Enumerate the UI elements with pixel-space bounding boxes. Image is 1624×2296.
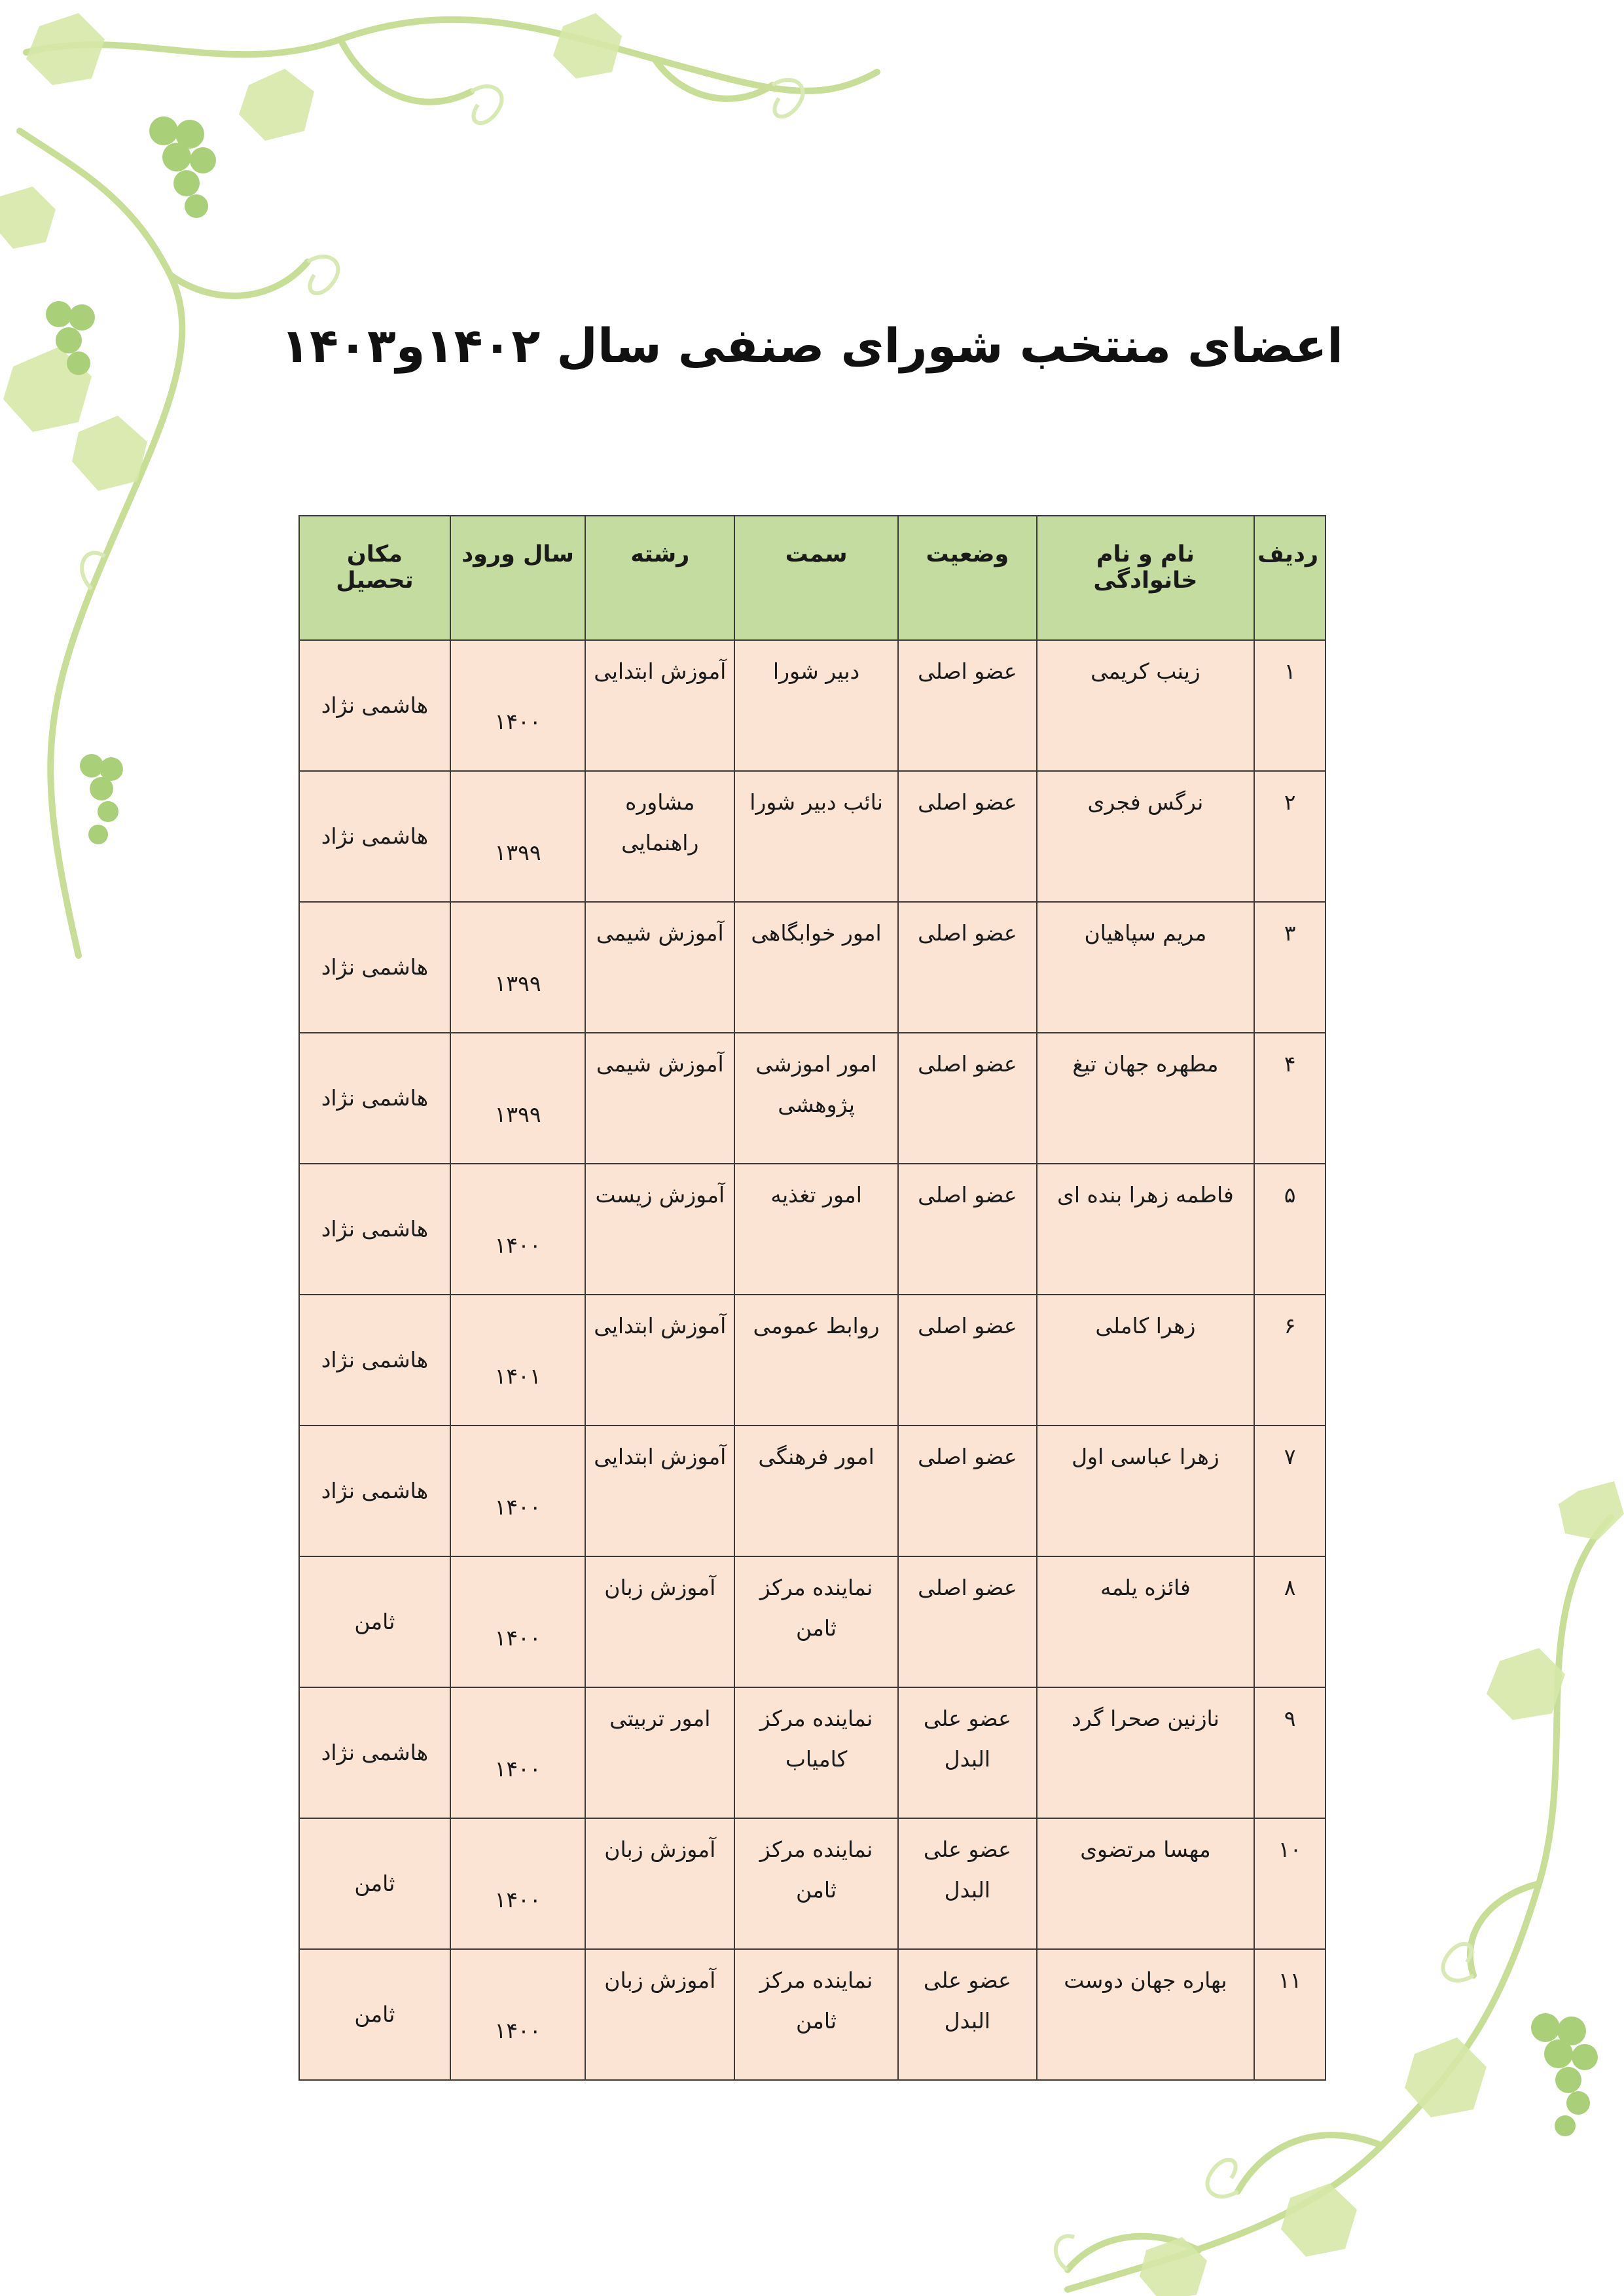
cell-name: مهسا مرتضوی xyxy=(1037,1818,1255,1949)
cell-name: زهرا کاملی xyxy=(1037,1295,1255,1426)
cell-status: عضو اصلی xyxy=(898,1556,1037,1687)
cell-status: عضو اصلی xyxy=(898,640,1037,771)
cell-field: آموزش ابتدایی xyxy=(585,1295,734,1426)
header-name: نام و نام خانوادگی xyxy=(1037,516,1255,640)
cell-place: ثامن xyxy=(299,1556,450,1687)
cell-status: عضو اصلی xyxy=(898,771,1037,902)
table-row xyxy=(299,1818,1326,1949)
cell-idx: ۹ xyxy=(1254,1687,1326,1818)
cell-year: ۱۳۹۹ xyxy=(450,1033,586,1164)
table-row xyxy=(299,1687,1326,1818)
cell-name: مطهره جهان تیغ xyxy=(1037,1033,1255,1164)
cell-place: هاشمی نژاد xyxy=(299,640,450,771)
cell-place: ثامن xyxy=(299,1949,450,2080)
header-role: سمت xyxy=(734,516,898,640)
cell-year: ۱۴۰۰ xyxy=(450,640,586,771)
cell-idx: ۶ xyxy=(1254,1295,1326,1426)
header-status: وضعیت xyxy=(898,516,1037,640)
header-idx: ردیف xyxy=(1254,516,1326,640)
cell-year: ۱۳۹۹ xyxy=(450,902,586,1033)
cell-field: آموزش زبان xyxy=(585,1818,734,1949)
cell-role: امور تغذیه xyxy=(734,1164,898,1295)
cell-idx: ۵ xyxy=(1254,1164,1326,1295)
cell-field: آموزش زبان xyxy=(585,1949,734,2080)
cell-place: هاشمی نژاد xyxy=(299,1164,450,1295)
cell-name: نرگس فجری xyxy=(1037,771,1255,902)
cell-idx: ۱۱ xyxy=(1254,1949,1326,2080)
table-row xyxy=(299,1426,1326,1556)
cell-role: دبیر شورا xyxy=(734,640,898,771)
cell-role: امور اموزشی پژوهشی xyxy=(734,1033,898,1164)
cell-role: نائب دبیر شورا xyxy=(734,771,898,902)
cell-field: آموزش شیمی xyxy=(585,902,734,1033)
cell-role: امور خوابگاهی xyxy=(734,902,898,1033)
cell-status: عضو اصلی xyxy=(898,1164,1037,1295)
cell-role: نماینده مرکز کامیاب xyxy=(734,1687,898,1818)
cell-status: عضو علی البدل xyxy=(898,1949,1037,2080)
cell-place: هاشمی نژاد xyxy=(299,1687,450,1818)
cell-role: امور فرهنگی xyxy=(734,1426,898,1556)
table-header-row xyxy=(299,516,1326,640)
cell-place: ثامن xyxy=(299,1818,450,1949)
cell-status: عضو علی البدل xyxy=(898,1687,1037,1818)
cell-idx: ۳ xyxy=(1254,902,1326,1033)
cell-name: فاطمه زهرا بنده ای xyxy=(1037,1164,1255,1295)
header-field: رشته xyxy=(585,516,734,640)
cell-year: ۱۴۰۰ xyxy=(450,1164,586,1295)
table-row xyxy=(299,640,1326,771)
cell-field: آموزش ابتدایی xyxy=(585,640,734,771)
cell-idx: ۷ xyxy=(1254,1426,1326,1556)
cell-idx: ۱ xyxy=(1254,640,1326,771)
cell-idx: ۲ xyxy=(1254,771,1326,902)
header-year: سال ورود xyxy=(450,516,586,640)
table-row xyxy=(299,902,1326,1033)
cell-status: عضو اصلی xyxy=(898,1033,1037,1164)
members-table xyxy=(298,515,1326,2081)
cell-place: هاشمی نژاد xyxy=(299,1033,450,1164)
cell-field: آموزش زیست xyxy=(585,1164,734,1295)
cell-field: آموزش ابتدایی xyxy=(585,1426,734,1556)
cell-role: نماینده مرکز ثامن xyxy=(734,1949,898,2080)
cell-idx: ۱۰ xyxy=(1254,1818,1326,1949)
page-title: اعضای منتخب شورای صنفی سال ۱۴۰۲و۱۴۰۳ xyxy=(281,318,1343,374)
cell-role: نماینده مرکز ثامن xyxy=(734,1556,898,1687)
cell-year: ۱۴۰۰ xyxy=(450,1426,586,1556)
table-row xyxy=(299,1949,1326,2080)
cell-status: عضو اصلی xyxy=(898,1426,1037,1556)
cell-name: بهاره جهان دوست xyxy=(1037,1949,1255,2080)
cell-name: زهرا عباسی اول xyxy=(1037,1426,1255,1556)
table-row xyxy=(299,771,1326,902)
cell-place: هاشمی نژاد xyxy=(299,771,450,902)
cell-status: عضو اصلی xyxy=(898,902,1037,1033)
cell-year: ۱۴۰۰ xyxy=(450,1556,586,1687)
cell-field: امور تربیتی xyxy=(585,1687,734,1818)
cell-field: آموزش زبان xyxy=(585,1556,734,1687)
header-place: مکان تحصیل xyxy=(299,516,450,640)
cell-year: ۱۴۰۰ xyxy=(450,1818,586,1949)
table-row xyxy=(299,1295,1326,1426)
cell-idx: ۸ xyxy=(1254,1556,1326,1687)
cell-place: هاشمی نژاد xyxy=(299,1295,450,1426)
cell-field: مشاوره راهنمایی xyxy=(585,771,734,902)
table-row xyxy=(299,1164,1326,1295)
cell-year: ۱۴۰۰ xyxy=(450,1949,586,2080)
cell-year: ۱۳۹۹ xyxy=(450,771,586,902)
cell-name: مریم سپاهیان xyxy=(1037,902,1255,1033)
cell-year: ۱۴۰۱ xyxy=(450,1295,586,1426)
cell-place: هاشمی نژاد xyxy=(299,902,450,1033)
table-row xyxy=(299,1556,1326,1687)
members-table-container xyxy=(298,515,1326,2081)
cell-year: ۱۴۰۰ xyxy=(450,1687,586,1818)
cell-name: زینب کریمی xyxy=(1037,640,1255,771)
cell-place: هاشمی نژاد xyxy=(299,1426,450,1556)
cell-idx: ۴ xyxy=(1254,1033,1326,1164)
cell-status: عضو اصلی xyxy=(898,1295,1037,1426)
cell-role: نماینده مرکز ثامن xyxy=(734,1818,898,1949)
cell-name: فائزه یلمه xyxy=(1037,1556,1255,1687)
cell-status: عضو علی البدل xyxy=(898,1818,1037,1949)
cell-role: روابط عمومی xyxy=(734,1295,898,1426)
table-row xyxy=(299,1033,1326,1164)
cell-field: آموزش شیمی xyxy=(585,1033,734,1164)
cell-name: نازنین صحرا گرد xyxy=(1037,1687,1255,1818)
